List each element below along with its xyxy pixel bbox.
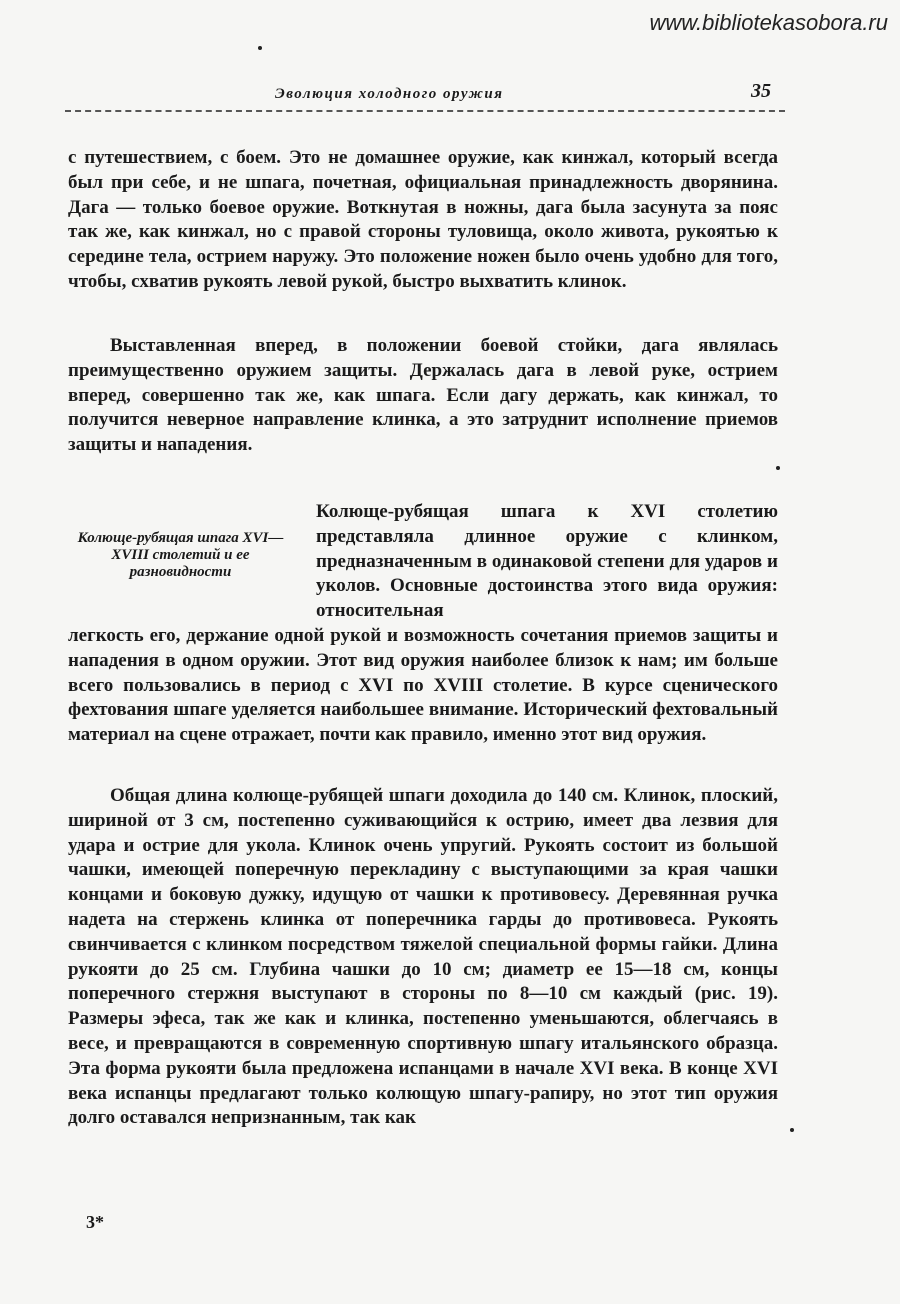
running-title: Эволюция холодного оружия <box>275 86 504 102</box>
scan-speck <box>790 1128 794 1132</box>
paragraph-2: Выставленная вперед, в положении боевой стойки, дага являлась преимущественно оружием защиты. Держалась дага в левой руке, острием вперед, совершенно так же, как шпага. Если дагу держать, как кинжал, то получится неверное направление клинка, а это затруднит исполнение приемов защиты и нападения. <box>68 335 778 456</box>
watermark-url: www.bibliotekasobora.ru <box>649 10 888 35</box>
header-rule <box>65 110 785 112</box>
paragraph-4: Общая длина колюще-рубящей шпаги доходила до 140 см. Клинок, плоский, шириной от 3 см, постепенно суживающийся к острию, имеет два лезвия для удара и острие для укола. Клинок очень упругий. Рукоять состоит из большой чашки, имеющей поперечную перекладину с выступающими за края чашки концами и боковую дужку, идущую от чашки к противовесу. Деревянная ручка надета на стержень клинка от поперечника гарды до противовеса. Рукоять свинчивается с клинком посредством тяжелой специальной формы гайки. Длина рукояти до 25 см. Глубина чашки до 10 см; диаметр ее 15—18 см, концы поперечного стержня выступают в стороны по 8—10 см каждый (рис. 19). Размеры эфеса, так же как и клинка, постепенно уменьшаются, облегчаясь в весе, и превращаются в современную спортивную шпагу итальянского образца. Эта форма рукояти была предложена испанцами в начале XVI века. В конце XVI века испанцы предлагают только колющую шпагу-рапиру, но этот тип оружия долго оставался непризнанным, так как <box>68 785 778 1129</box>
scan-speck <box>776 466 780 470</box>
scan-speck <box>258 46 262 50</box>
page-number: 35 <box>751 80 771 102</box>
running-header <box>65 80 785 114</box>
paragraph-3-start: Колюще-рубящая шпага к XVI столетию представляла длинное оружие с клинком, предназначенным в одинаковой степени для ударов и уколов. Основные достоинства этого вида оружия: относительная <box>316 501 778 622</box>
paragraph-3-rest: легкость его, держание одной рукой и возможность сочетания приемов защиты и нападения в одном оружии. Этот вид оружия наиболее близок к нам; им больше всего пользовались в период с XVI по XVIII столетие. В курсе сценического фехтования шпаге уделяется наибольшее внимание. Исторический фехтовальный материал на сцене отражает, почти как правило, именно этот вид оружия. <box>68 625 778 746</box>
paragraph-1: с путешествием, с боем. Это не домашнее оружие, как кинжал, который всегда был при себе, и не шпага, почетная, официальная принадлежность дворянина. Дага — только боевое оружие. Воткнутая в ножны, дага была засунута за пояс так же, как кинжал, но с правой стороны туловища, около живота, рукоятью к середине тела, острием наружу. Это положение ножен было очень удобно для того, чтобы, схватив рукоять левой рукой, быстро выхватить клинок. <box>68 147 778 292</box>
signature-mark: 3* <box>86 1212 104 1232</box>
section-side-heading: Колюще-рубящая шпага XVI—XVIII столетий и ее разновидности <box>77 530 284 580</box>
